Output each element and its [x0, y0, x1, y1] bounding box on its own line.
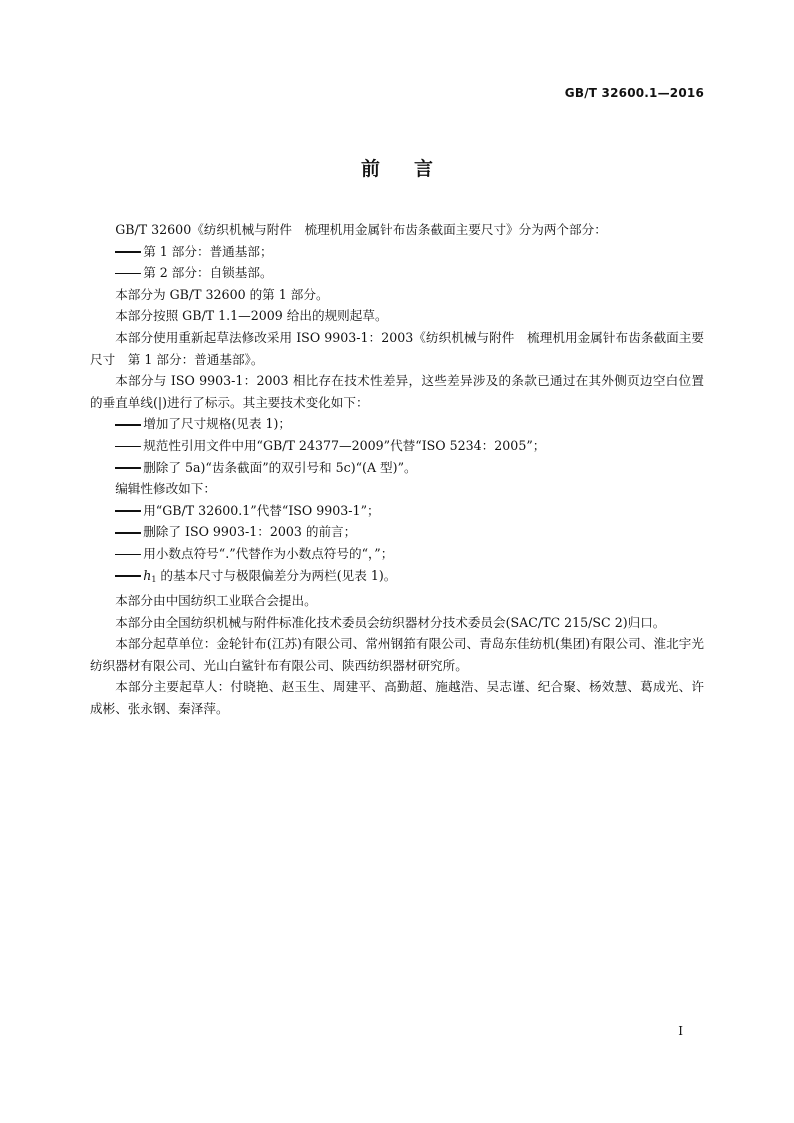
list-item-text: 增加了尺寸规格(见表 1)； — [143, 416, 291, 432]
list-item — [90, 262, 704, 284]
list-item — [90, 521, 704, 543]
dash-bullet — [115, 251, 141, 253]
list-item — [90, 500, 704, 522]
list-item — [90, 543, 704, 565]
proposer-statement: 本部分由中国纺织工业联合会提出。 — [115, 593, 317, 609]
drafters: 本部分主要起草人：付晓艳、赵玉生、周建平、高勤超、施越浩、吴志谨、纪合聚、杨效慧、葛成光、许成彬、张永钢、秦泽萍。 — [90, 679, 704, 717]
page-number: I — [678, 1024, 683, 1038]
intro-paragraph: GB/T 32600《纺织机械与附件 梳理机用金属针布齿条截面主要尺寸》分为两个部分： — [115, 222, 607, 237]
technical-differences: 本部分与 ISO 9903-1：2003 相比存在技术性差异，这些差异涉及的条款已通过在其外侧页边空白位置的垂直单线(|)进行了标示。其主要技术变化如下： — [90, 373, 704, 410]
list-item-text: 删除了 ISO 9903-1：2003 的前言； — [143, 524, 357, 540]
list-item-text: 的基本尺寸与极限偏差分为两栏(见表 1)。 — [156, 567, 397, 583]
list-item-text: 删除了 5a)“齿条截面”的双引号和 5c)“(A 型)”。 — [143, 459, 417, 475]
symbol-subscript: 1 — [151, 574, 157, 584]
list-item — [90, 241, 704, 263]
drafting-rules: 本部分按照 GB/T 1.1—2009 给出的规则起草。 — [115, 308, 388, 324]
list-item-text: 用“GB/T 32600.1”代替“ISO 9903-1”； — [143, 502, 380, 518]
list-item — [90, 435, 704, 457]
list-item-text: 第 1 部分：普通基部； — [143, 243, 273, 259]
dash-bullet — [115, 554, 141, 556]
drafting-units: 本部分起草单位：金轮针布(江苏)有限公司、常州钢筘有限公司、青岛东佳纺机(集团)有限公司、淮北宇光纺织器材有限公司、光山白鲨针布有限公司、陕西纺织器材研究所。 — [90, 636, 704, 673]
list-item-text: 规范性引用文件中用“GB/T 24377—2009”代替“ISO 5234：2005”； — [143, 437, 546, 453]
dash-bullet — [115, 467, 141, 469]
dash-bullet — [115, 510, 141, 512]
symbol-h: h — [143, 567, 152, 583]
list-item — [90, 413, 704, 435]
adoption-statement: 本部分使用重新起草法修改采用 ISO 9903-1：2003《纺织机械与附件 梳理机用金属针布齿条截面主要尺寸 第 1 部分：普通基部》。 — [90, 329, 704, 367]
dash-bullet — [115, 532, 141, 534]
committee-statement: 本部分由全国纺织机械与附件标准化技术委员会纺织器材分技术委员会(SAC/TC 215/SC 2)归口。 — [115, 614, 666, 630]
list-item-text: 第 2 部分：自锁基部。 — [143, 265, 273, 281]
standard-code: GB/T 32600.1—2016 — [564, 86, 704, 100]
editorial-changes-heading: 编辑性修改如下： — [115, 481, 216, 497]
dash-bullet — [115, 446, 141, 448]
part-statement: 本部分为 GB/T 32600 的第 1 部分。 — [115, 286, 329, 302]
list-item-text: 用小数点符号“.”代替作为小数点符号的“，”； — [143, 545, 394, 561]
dash-bullet — [115, 424, 141, 426]
list-item — [90, 565, 704, 591]
page-title: 前言 — [360, 158, 467, 180]
dash-bullet — [115, 575, 141, 577]
dash-bullet — [115, 273, 141, 275]
list-item — [90, 457, 704, 479]
foreword-body — [90, 219, 704, 720]
